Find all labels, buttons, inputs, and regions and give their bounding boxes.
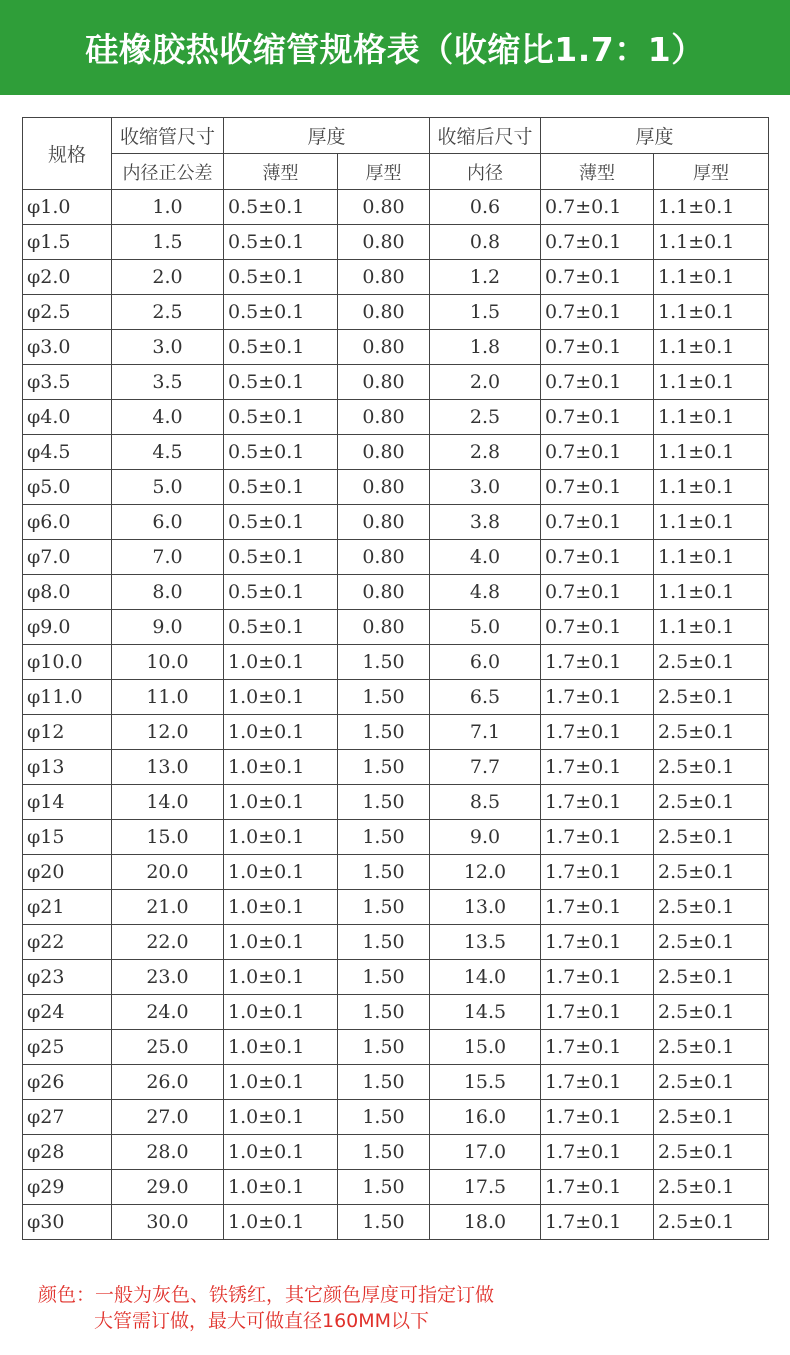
cell-inner-tolerance: 20.0 bbox=[112, 855, 224, 890]
cell-thick-after: 2.5±0.1 bbox=[654, 1065, 769, 1100]
cell-inner-after: 18.0 bbox=[430, 1205, 541, 1240]
cell-spec: φ7.0 bbox=[23, 540, 112, 575]
cell-inner-tolerance: 13.0 bbox=[112, 750, 224, 785]
table-row bbox=[23, 750, 769, 785]
title-banner bbox=[0, 0, 790, 95]
cell-thick-after: 1.1±0.1 bbox=[654, 470, 769, 505]
cell-thick-before: 1.50 bbox=[338, 680, 430, 715]
cell-inner-tolerance: 3.0 bbox=[112, 330, 224, 365]
cell-thick-after: 1.1±0.1 bbox=[654, 575, 769, 610]
cell-thick-before: 0.80 bbox=[338, 505, 430, 540]
cell-thin-before: 1.0±0.1 bbox=[224, 1170, 338, 1205]
cell-spec: φ10.0 bbox=[23, 645, 112, 680]
cell-inner-after: 4.0 bbox=[430, 540, 541, 575]
cell-inner-after: 1.2 bbox=[430, 260, 541, 295]
cell-inner-tolerance: 11.0 bbox=[112, 680, 224, 715]
cell-spec: φ4.5 bbox=[23, 435, 112, 470]
cell-thin-before: 1.0±0.1 bbox=[224, 1205, 338, 1240]
cell-thick-before: 0.80 bbox=[338, 190, 430, 225]
cell-spec: φ2.0 bbox=[23, 260, 112, 295]
cell-thick-before: 1.50 bbox=[338, 855, 430, 890]
cell-thick-before: 1.50 bbox=[338, 1170, 430, 1205]
cell-thin-before: 0.5±0.1 bbox=[224, 225, 338, 260]
cell-inner-after: 9.0 bbox=[430, 820, 541, 855]
cell-thick-after: 2.5±0.1 bbox=[654, 715, 769, 750]
table-row bbox=[23, 1170, 769, 1205]
cell-thin-before: 1.0±0.1 bbox=[224, 1065, 338, 1100]
cell-spec: φ2.5 bbox=[23, 295, 112, 330]
table-body bbox=[23, 190, 769, 1240]
cell-thick-before: 1.50 bbox=[338, 820, 430, 855]
cell-thick-before: 1.50 bbox=[338, 1030, 430, 1065]
cell-thin-before: 1.0±0.1 bbox=[224, 995, 338, 1030]
table-row bbox=[23, 610, 769, 645]
cell-thick-after: 2.5±0.1 bbox=[654, 820, 769, 855]
cell-spec: φ9.0 bbox=[23, 610, 112, 645]
cell-thin-after: 0.7±0.1 bbox=[541, 470, 654, 505]
cell-thin-after: 0.7±0.1 bbox=[541, 260, 654, 295]
cell-thick-after: 2.5±0.1 bbox=[654, 890, 769, 925]
header-thickness-after: 厚度 bbox=[541, 118, 769, 154]
cell-thin-before: 0.5±0.1 bbox=[224, 540, 338, 575]
header-thin-after: 薄型 bbox=[541, 154, 654, 190]
cell-thin-before: 1.0±0.1 bbox=[224, 645, 338, 680]
cell-thick-after: 2.5±0.1 bbox=[654, 1030, 769, 1065]
cell-thin-before: 0.5±0.1 bbox=[224, 470, 338, 505]
cell-thick-after: 2.5±0.1 bbox=[654, 645, 769, 680]
cell-inner-after: 17.0 bbox=[430, 1135, 541, 1170]
cell-thin-after: 1.7±0.1 bbox=[541, 715, 654, 750]
cell-thick-after: 1.1±0.1 bbox=[654, 330, 769, 365]
cell-thick-before: 1.50 bbox=[338, 715, 430, 750]
cell-spec: φ11.0 bbox=[23, 680, 112, 715]
cell-spec: φ28 bbox=[23, 1135, 112, 1170]
cell-inner-tolerance: 12.0 bbox=[112, 715, 224, 750]
table-row bbox=[23, 820, 769, 855]
header-spec: 规格 bbox=[23, 118, 112, 190]
cell-thick-before: 1.50 bbox=[338, 1100, 430, 1135]
cell-inner-tolerance: 14.0 bbox=[112, 785, 224, 820]
cell-thick-after: 2.5±0.1 bbox=[654, 855, 769, 890]
cell-thick-before: 0.80 bbox=[338, 260, 430, 295]
cell-thin-after: 1.7±0.1 bbox=[541, 1065, 654, 1100]
table-row bbox=[23, 960, 769, 995]
cell-thick-before: 1.50 bbox=[338, 925, 430, 960]
cell-inner-after: 2.0 bbox=[430, 365, 541, 400]
cell-thick-before: 1.50 bbox=[338, 1205, 430, 1240]
cell-thick-before: 0.80 bbox=[338, 470, 430, 505]
cell-inner-after: 1.8 bbox=[430, 330, 541, 365]
cell-inner-tolerance: 4.5 bbox=[112, 435, 224, 470]
cell-thick-after: 1.1±0.1 bbox=[654, 435, 769, 470]
cell-spec: φ29 bbox=[23, 1170, 112, 1205]
table-row bbox=[23, 995, 769, 1030]
cell-thin-after: 1.7±0.1 bbox=[541, 925, 654, 960]
cell-inner-tolerance: 24.0 bbox=[112, 995, 224, 1030]
cell-inner-after: 6.5 bbox=[430, 680, 541, 715]
cell-thick-after: 1.1±0.1 bbox=[654, 610, 769, 645]
cell-thin-before: 1.0±0.1 bbox=[224, 1100, 338, 1135]
cell-thin-after: 0.7±0.1 bbox=[541, 540, 654, 575]
cell-thin-before: 0.5±0.1 bbox=[224, 330, 338, 365]
table-row bbox=[23, 890, 769, 925]
cell-spec: φ24 bbox=[23, 995, 112, 1030]
cell-thin-after: 0.7±0.1 bbox=[541, 400, 654, 435]
header-inner-after: 内径 bbox=[430, 154, 541, 190]
cell-inner-after: 13.5 bbox=[430, 925, 541, 960]
cell-spec: φ25 bbox=[23, 1030, 112, 1065]
cell-inner-tolerance: 22.0 bbox=[112, 925, 224, 960]
cell-inner-tolerance: 2.0 bbox=[112, 260, 224, 295]
cell-inner-tolerance: 23.0 bbox=[112, 960, 224, 995]
cell-thick-before: 1.50 bbox=[338, 890, 430, 925]
cell-thin-after: 0.7±0.1 bbox=[541, 610, 654, 645]
cell-thin-before: 0.5±0.1 bbox=[224, 435, 338, 470]
cell-thin-after: 1.7±0.1 bbox=[541, 890, 654, 925]
cell-inner-tolerance: 3.5 bbox=[112, 365, 224, 400]
table-row bbox=[23, 1030, 769, 1065]
cell-thick-after: 2.5±0.1 bbox=[654, 1170, 769, 1205]
cell-thick-before: 0.80 bbox=[338, 295, 430, 330]
cell-thin-before: 0.5±0.1 bbox=[224, 260, 338, 295]
cell-thick-after: 1.1±0.1 bbox=[654, 190, 769, 225]
cell-inner-tolerance: 21.0 bbox=[112, 890, 224, 925]
cell-thin-after: 1.7±0.1 bbox=[541, 680, 654, 715]
cell-inner-after: 7.7 bbox=[430, 750, 541, 785]
cell-thick-after: 2.5±0.1 bbox=[654, 925, 769, 960]
cell-thin-after: 0.7±0.1 bbox=[541, 505, 654, 540]
cell-spec: φ5.0 bbox=[23, 470, 112, 505]
cell-thick-before: 0.80 bbox=[338, 575, 430, 610]
cell-inner-tolerance: 1.5 bbox=[112, 225, 224, 260]
cell-inner-tolerance: 28.0 bbox=[112, 1135, 224, 1170]
cell-thin-after: 1.7±0.1 bbox=[541, 855, 654, 890]
cell-thin-before: 0.5±0.1 bbox=[224, 365, 338, 400]
header-inner-tolerance: 内径正公差 bbox=[112, 154, 224, 190]
cell-inner-after: 15.5 bbox=[430, 1065, 541, 1100]
cell-inner-after: 14.5 bbox=[430, 995, 541, 1030]
cell-thin-after: 0.7±0.1 bbox=[541, 575, 654, 610]
note-line-1: 颜色：一般为灰色、铁锈红，其它颜色厚度可指定订做 bbox=[38, 1284, 495, 1306]
cell-thin-before: 1.0±0.1 bbox=[224, 855, 338, 890]
cell-thin-before: 1.0±0.1 bbox=[224, 925, 338, 960]
cell-spec: φ30 bbox=[23, 1205, 112, 1240]
cell-thin-after: 1.7±0.1 bbox=[541, 960, 654, 995]
cell-thick-after: 1.1±0.1 bbox=[654, 540, 769, 575]
table-row bbox=[23, 330, 769, 365]
cell-thick-before: 1.50 bbox=[338, 1065, 430, 1100]
table-subheader-row bbox=[23, 154, 769, 190]
cell-inner-tolerance: 8.0 bbox=[112, 575, 224, 610]
cell-thin-before: 1.0±0.1 bbox=[224, 680, 338, 715]
table-row bbox=[23, 400, 769, 435]
cell-thick-before: 1.50 bbox=[338, 750, 430, 785]
cell-thick-after: 2.5±0.1 bbox=[654, 960, 769, 995]
cell-thin-before: 1.0±0.1 bbox=[224, 890, 338, 925]
table-row bbox=[23, 855, 769, 890]
cell-thick-before: 1.50 bbox=[338, 960, 430, 995]
table-row bbox=[23, 260, 769, 295]
cell-inner-after: 5.0 bbox=[430, 610, 541, 645]
cell-thick-after: 2.5±0.1 bbox=[654, 750, 769, 785]
note-line-2: 大管需订做，最大可做直径160MM以下 bbox=[94, 1310, 430, 1332]
cell-inner-tolerance: 2.5 bbox=[112, 295, 224, 330]
table-row bbox=[23, 925, 769, 960]
cell-inner-tolerance: 29.0 bbox=[112, 1170, 224, 1205]
cell-spec: φ4.0 bbox=[23, 400, 112, 435]
cell-thin-before: 0.5±0.1 bbox=[224, 400, 338, 435]
cell-inner-tolerance: 6.0 bbox=[112, 505, 224, 540]
cell-inner-after: 0.8 bbox=[430, 225, 541, 260]
cell-thick-before: 0.80 bbox=[338, 540, 430, 575]
cell-inner-tolerance: 5.0 bbox=[112, 470, 224, 505]
cell-thick-after: 1.1±0.1 bbox=[654, 400, 769, 435]
cell-spec: φ15 bbox=[23, 820, 112, 855]
notes bbox=[38, 1282, 494, 1334]
cell-thin-after: 1.7±0.1 bbox=[541, 1030, 654, 1065]
spec-table bbox=[22, 117, 769, 1240]
table-row bbox=[23, 1065, 769, 1100]
cell-thick-after: 1.1±0.1 bbox=[654, 505, 769, 540]
cell-thick-after: 2.5±0.1 bbox=[654, 995, 769, 1030]
cell-thick-after: 2.5±0.1 bbox=[654, 680, 769, 715]
table-row bbox=[23, 715, 769, 750]
cell-inner-tolerance: 9.0 bbox=[112, 610, 224, 645]
cell-thin-before: 0.5±0.1 bbox=[224, 505, 338, 540]
cell-thick-before: 1.50 bbox=[338, 995, 430, 1030]
cell-thick-before: 1.50 bbox=[338, 1135, 430, 1170]
cell-spec: φ14 bbox=[23, 785, 112, 820]
cell-thick-after: 1.1±0.1 bbox=[654, 260, 769, 295]
cell-spec: φ8.0 bbox=[23, 575, 112, 610]
cell-thick-before: 0.80 bbox=[338, 610, 430, 645]
cell-thin-after: 0.7±0.1 bbox=[541, 330, 654, 365]
cell-thick-after: 1.1±0.1 bbox=[654, 225, 769, 260]
cell-inner-after: 1.5 bbox=[430, 295, 541, 330]
cell-spec: φ13 bbox=[23, 750, 112, 785]
cell-inner-after: 14.0 bbox=[430, 960, 541, 995]
cell-thick-after: 1.1±0.1 bbox=[654, 295, 769, 330]
cell-thin-before: 1.0±0.1 bbox=[224, 820, 338, 855]
table-row bbox=[23, 225, 769, 260]
cell-spec: φ27 bbox=[23, 1100, 112, 1135]
cell-spec: φ22 bbox=[23, 925, 112, 960]
table-row bbox=[23, 435, 769, 470]
cell-inner-after: 0.6 bbox=[430, 190, 541, 225]
header-thick-before: 厚型 bbox=[338, 154, 430, 190]
cell-inner-after: 2.5 bbox=[430, 400, 541, 435]
cell-spec: φ6.0 bbox=[23, 505, 112, 540]
table-row bbox=[23, 190, 769, 225]
table-row bbox=[23, 540, 769, 575]
cell-thin-after: 1.7±0.1 bbox=[541, 785, 654, 820]
table-row bbox=[23, 645, 769, 680]
cell-inner-after: 12.0 bbox=[430, 855, 541, 890]
cell-thick-before: 1.50 bbox=[338, 645, 430, 680]
cell-spec: φ3.5 bbox=[23, 365, 112, 400]
table-row bbox=[23, 1205, 769, 1240]
cell-inner-after: 6.0 bbox=[430, 645, 541, 680]
cell-inner-tolerance: 4.0 bbox=[112, 400, 224, 435]
cell-spec: φ1.5 bbox=[23, 225, 112, 260]
cell-thick-after: 1.1±0.1 bbox=[654, 365, 769, 400]
cell-thin-before: 0.5±0.1 bbox=[224, 295, 338, 330]
cell-thin-after: 1.7±0.1 bbox=[541, 820, 654, 855]
header-thickness-before: 厚度 bbox=[224, 118, 430, 154]
cell-inner-after: 15.0 bbox=[430, 1030, 541, 1065]
cell-spec: φ26 bbox=[23, 1065, 112, 1100]
table-row bbox=[23, 295, 769, 330]
header-thin-before: 薄型 bbox=[224, 154, 338, 190]
cell-thin-after: 0.7±0.1 bbox=[541, 190, 654, 225]
cell-thin-before: 1.0±0.1 bbox=[224, 750, 338, 785]
cell-inner-after: 4.8 bbox=[430, 575, 541, 610]
cell-thin-before: 0.5±0.1 bbox=[224, 190, 338, 225]
header-after-size: 收缩后尺寸 bbox=[430, 118, 541, 154]
cell-inner-after: 16.0 bbox=[430, 1100, 541, 1135]
cell-thin-after: 1.7±0.1 bbox=[541, 995, 654, 1030]
table-row bbox=[23, 785, 769, 820]
cell-thick-before: 0.80 bbox=[338, 435, 430, 470]
table-row bbox=[23, 470, 769, 505]
cell-thick-before: 0.80 bbox=[338, 365, 430, 400]
cell-spec: φ20 bbox=[23, 855, 112, 890]
header-shrink-size: 收缩管尺寸 bbox=[112, 118, 224, 154]
cell-inner-tolerance: 15.0 bbox=[112, 820, 224, 855]
cell-thick-before: 0.80 bbox=[338, 330, 430, 365]
cell-thin-after: 1.7±0.1 bbox=[541, 1135, 654, 1170]
cell-thick-before: 1.50 bbox=[338, 785, 430, 820]
cell-spec: φ1.0 bbox=[23, 190, 112, 225]
cell-inner-tolerance: 10.0 bbox=[112, 645, 224, 680]
table-row bbox=[23, 365, 769, 400]
cell-inner-after: 7.1 bbox=[430, 715, 541, 750]
table-row bbox=[23, 1135, 769, 1170]
cell-thin-after: 1.7±0.1 bbox=[541, 1170, 654, 1205]
cell-thin-after: 0.7±0.1 bbox=[541, 365, 654, 400]
cell-thick-after: 2.5±0.1 bbox=[654, 1135, 769, 1170]
cell-spec: φ3.0 bbox=[23, 330, 112, 365]
cell-thick-before: 0.80 bbox=[338, 225, 430, 260]
cell-thin-before: 1.0±0.1 bbox=[224, 1135, 338, 1170]
page-title: 硅橡胶热收缩管规格表（收缩比1.7：1） bbox=[85, 30, 705, 69]
cell-inner-after: 13.0 bbox=[430, 890, 541, 925]
cell-inner-tolerance: 26.0 bbox=[112, 1065, 224, 1100]
header-thick-after: 厚型 bbox=[654, 154, 769, 190]
cell-spec: φ12 bbox=[23, 715, 112, 750]
cell-spec: φ21 bbox=[23, 890, 112, 925]
cell-thin-after: 1.7±0.1 bbox=[541, 750, 654, 785]
cell-thin-before: 0.5±0.1 bbox=[224, 610, 338, 645]
cell-inner-tolerance: 25.0 bbox=[112, 1030, 224, 1065]
cell-thick-before: 0.80 bbox=[338, 400, 430, 435]
cell-thin-after: 1.7±0.1 bbox=[541, 645, 654, 680]
cell-thin-before: 1.0±0.1 bbox=[224, 1030, 338, 1065]
cell-thin-after: 0.7±0.1 bbox=[541, 435, 654, 470]
cell-inner-after: 3.0 bbox=[430, 470, 541, 505]
cell-thick-after: 2.5±0.1 bbox=[654, 1205, 769, 1240]
cell-inner-after: 8.5 bbox=[430, 785, 541, 820]
table-row bbox=[23, 1100, 769, 1135]
cell-spec: φ23 bbox=[23, 960, 112, 995]
table-row bbox=[23, 505, 769, 540]
cell-inner-after: 3.8 bbox=[430, 505, 541, 540]
cell-thin-before: 1.0±0.1 bbox=[224, 960, 338, 995]
cell-thick-after: 2.5±0.1 bbox=[654, 785, 769, 820]
table-row bbox=[23, 680, 769, 715]
cell-inner-tolerance: 7.0 bbox=[112, 540, 224, 575]
cell-thin-before: 1.0±0.1 bbox=[224, 715, 338, 750]
cell-thin-after: 1.7±0.1 bbox=[541, 1205, 654, 1240]
cell-thin-before: 1.0±0.1 bbox=[224, 785, 338, 820]
cell-inner-tolerance: 1.0 bbox=[112, 190, 224, 225]
cell-inner-tolerance: 30.0 bbox=[112, 1205, 224, 1240]
cell-inner-after: 17.5 bbox=[430, 1170, 541, 1205]
table-row bbox=[23, 575, 769, 610]
table-header-row bbox=[23, 118, 769, 154]
cell-inner-after: 2.8 bbox=[430, 435, 541, 470]
cell-thin-after: 0.7±0.1 bbox=[541, 225, 654, 260]
cell-thin-after: 1.7±0.1 bbox=[541, 1100, 654, 1135]
cell-thin-after: 0.7±0.1 bbox=[541, 295, 654, 330]
cell-inner-tolerance: 27.0 bbox=[112, 1100, 224, 1135]
cell-thick-after: 2.5±0.1 bbox=[654, 1100, 769, 1135]
cell-thin-before: 0.5±0.1 bbox=[224, 575, 338, 610]
